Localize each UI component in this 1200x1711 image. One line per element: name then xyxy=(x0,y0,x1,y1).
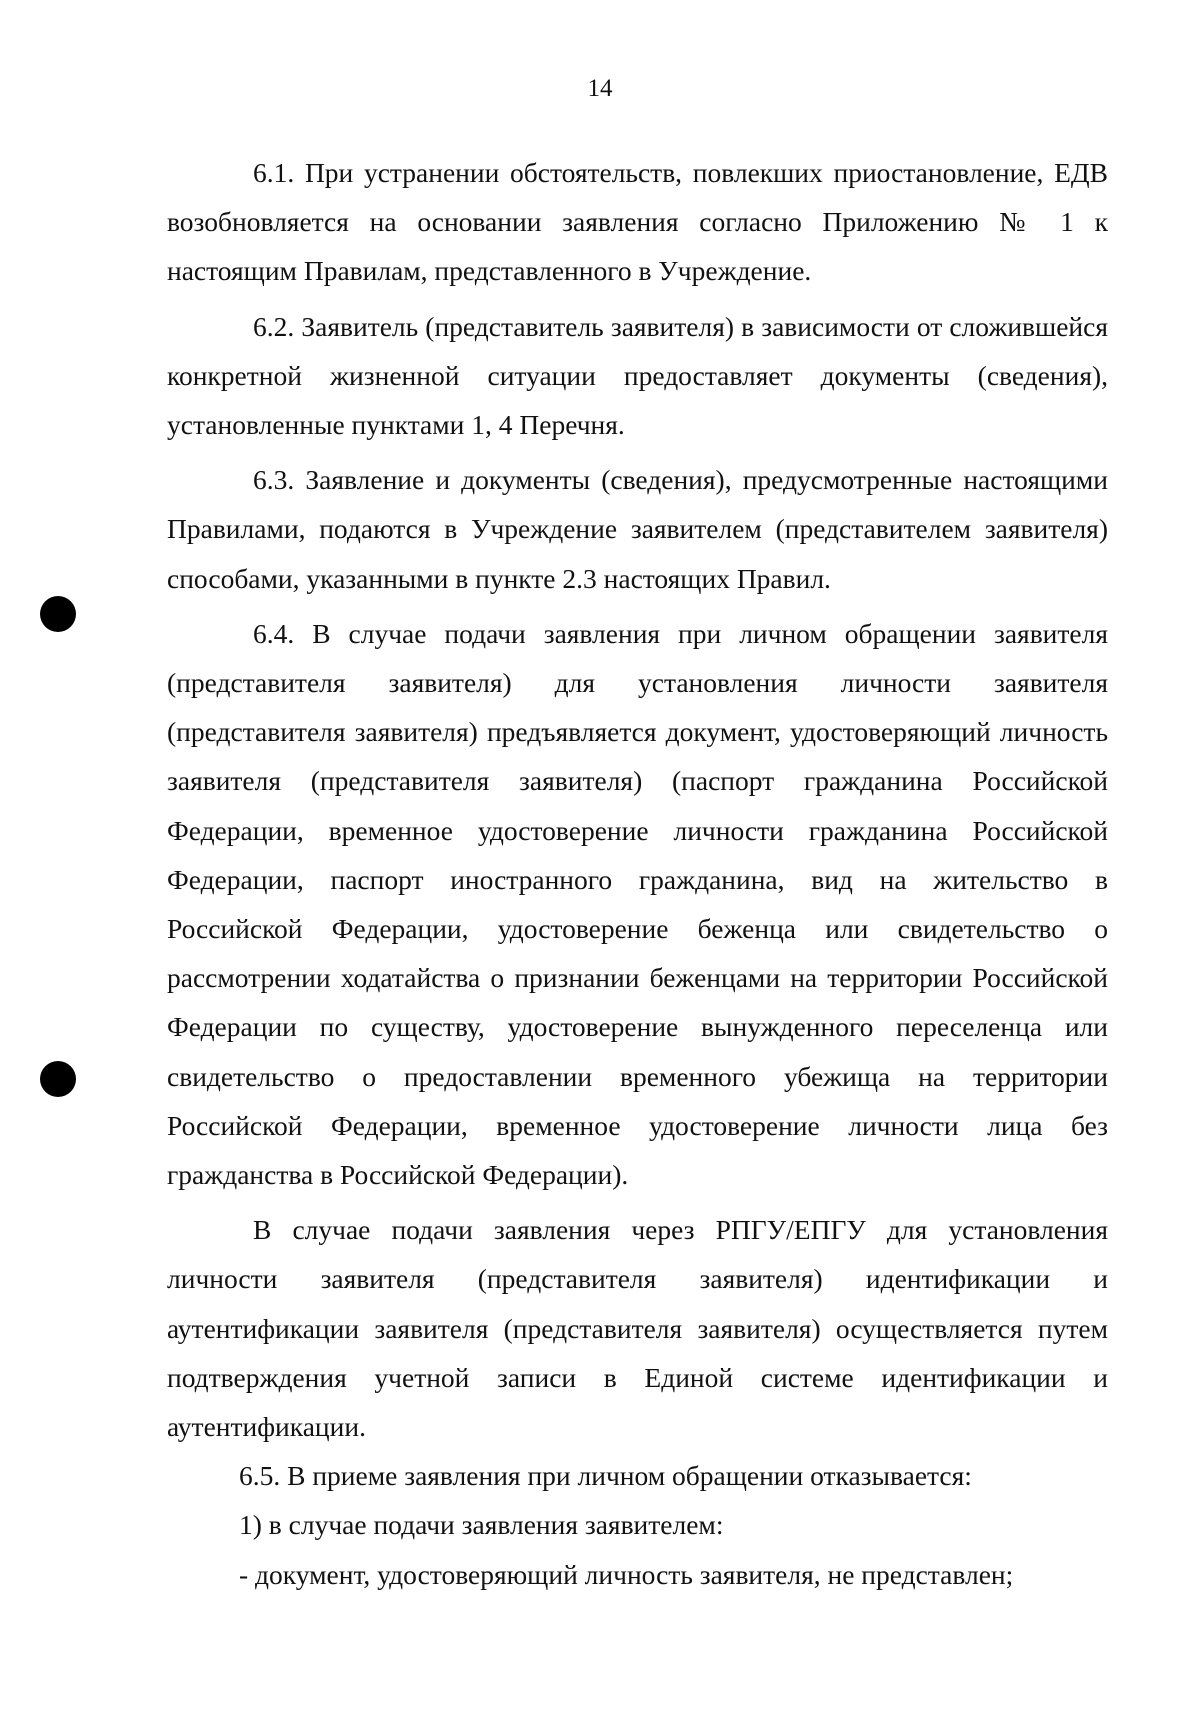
paragraph-epgu: В случае подачи заявления через РПГУ/ЕПГУ для установления личности заявителя (представителя заявителя) идентификации и аутентификации заявителя (представителя заявителя) осуществляется путем подтверждения учетной записи в Единой системе идентификации и аутентификации. xyxy=(167,1214,1108,1443)
document-body xyxy=(167,148,1108,1599)
punch-hole xyxy=(40,1061,76,1097)
list-item-1: 1) в случае подачи заявления заявителем: xyxy=(239,1509,724,1541)
paragraph-6-5: 6.5. В приеме заявления при личном обращении отказывается: xyxy=(239,1460,972,1492)
paragraph-6-1: 6.1. При устранении обстоятельств, повлекших приостановление, ЕДВ возобновляется на основании заявления согласно Приложению № 1 к настоящим Правилам, представленного в Учреждение. xyxy=(167,157,1108,287)
page-number: 14 xyxy=(587,75,613,102)
paragraph-6-2: 6.2. Заявитель (представитель заявителя) в зависимости от сложившейся конкретной жизненной ситуации предоставляет документы (сведения), установленные пунктами 1, 4 Перечня. xyxy=(167,310,1108,441)
paragraph-6-3: 6.3. Заявление и документы (сведения), предусмотренные настоящими Правилами, подаются в Учреждение заявителем (представителем заявителя) способами, указанными в пункте 2.3 настоящих Правил. xyxy=(167,464,1108,594)
paragraph-6-4: 6.4. В случае подачи заявления при личном обращении заявителя (представителя заявителя) для установления личности заявителя (представителя заявителя) предъявляется документ, удостоверяющий личность заявителя (представителя заявителя) (паспорт гражданина Российской Федерации, временное удостоверение личности гражданина Российской Федерации, паспорт иностранного гражданина, вид на жительство в Российской Федерации, удостоверение беженца или свидетельство о рассмотрении ходатайства о признании беженцами на территории Российской Федерации по существу, удостоверение вынужденного переселенца или свидетельство о предоставлении временного убежища на территории Российской Федерации, временное удостоверение личности лица без гражданства в Российской Федерации). xyxy=(167,617,1108,1191)
list-item-dash: - документ, удостоверяющий личность заявителя, не представлен; xyxy=(239,1558,1014,1590)
punch-hole xyxy=(40,596,76,632)
